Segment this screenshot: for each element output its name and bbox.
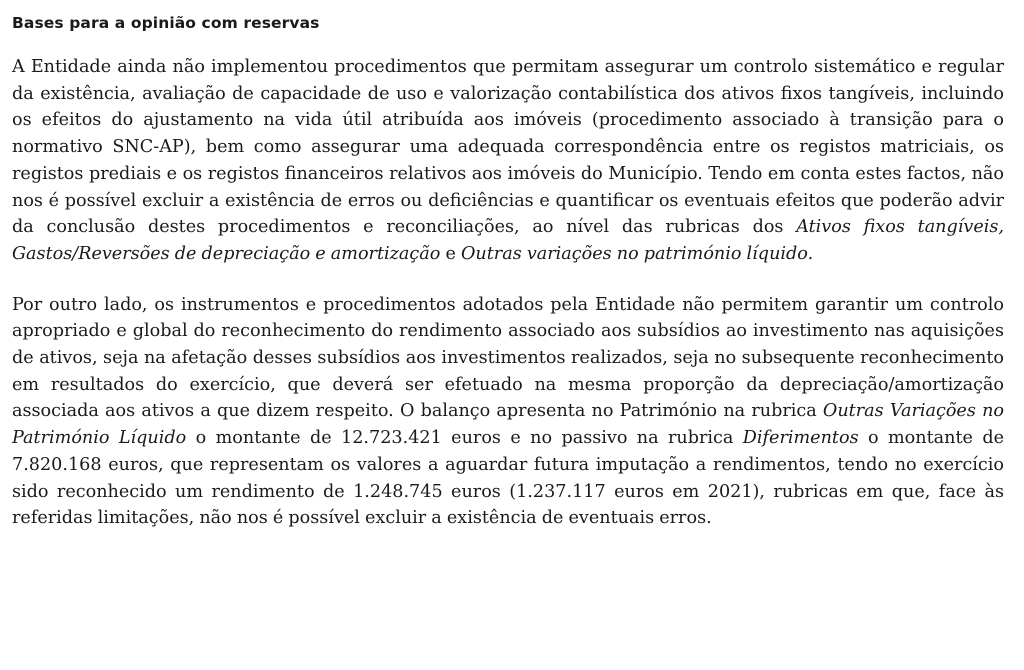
paragraph-2-text-b: o montante de 12.723.421 euros e no passivo na rubrica xyxy=(186,428,743,449)
paragraph-2-text-a: Por outro lado, os instrumentos e procedimentos adotados pela Entidade não permitem garantir um controlo apropriado e global do reconhecimento do rendimento associado aos subsídios ao investimento nas aquisições de ativos, seja na afetação desses subsídios aos investimentos realizados, seja no subsequente reconhecimento em resultados do exercício, que deverá ser efetuado na mesma proporção da depreciação/amortização associada aos ativos a que dizem respeito. O balanço apresenta no Património na rubrica xyxy=(12,294,1004,422)
paragraph-1-term-gastos: Gastos/Reversões de depreciação e amortização xyxy=(12,243,441,264)
paragraph-2-term-outras: Outras Variações no Património Líquido xyxy=(12,401,1004,449)
paragraph-1 xyxy=(12,54,1004,268)
paragraph-2-term-diferimentos: Diferimentos xyxy=(742,428,859,449)
paragraph-1-text: A Entidade ainda não implementou procedimentos que permitam assegurar um controlo sistemático e regular da existência, avaliação de capacidade de uso e valorização contabilística dos ativos fixos tangíveis, incluindo os efeitos do ajustamento na vida útil atribuída aos imóveis (procedimento associado à transição para o normativo SNC-AP), bem como assegurar uma adequada correspondência entre os registos matriciais, os registos prediais e os registos financeiros relativos aos imóveis do Município. Tendo em conta estes factos, não nos é possível excluir a existência de erros ou deficiências e quantificar os eventuais efeitos que poderão advir da conclusão destes procedimentos e reconciliações, ao nível das rubricas dos xyxy=(12,57,1004,238)
paragraph-2-text-c: o montante de 7.820.168 euros, que representam os valores a aguardar futura imputação a rendimentos, tendo no exercício sido reconhecido um rendimento de 1.248.745 euros (1.237.117 euros em 2021), rubricas em que, face às referidas limitações, não nos é possível excluir a existência de eventuais erros. xyxy=(12,428,1005,529)
paragraph-1-connector: e xyxy=(440,243,461,264)
paragraph-1-term-ativos: Ativos fixos tangíveis, xyxy=(796,217,1005,238)
paragraph-1-term-outras: Outras variações no património líquido. xyxy=(460,243,814,264)
section-heading: Bases para a opinião com reservas xyxy=(12,14,320,32)
paragraph-2 xyxy=(12,292,1004,532)
